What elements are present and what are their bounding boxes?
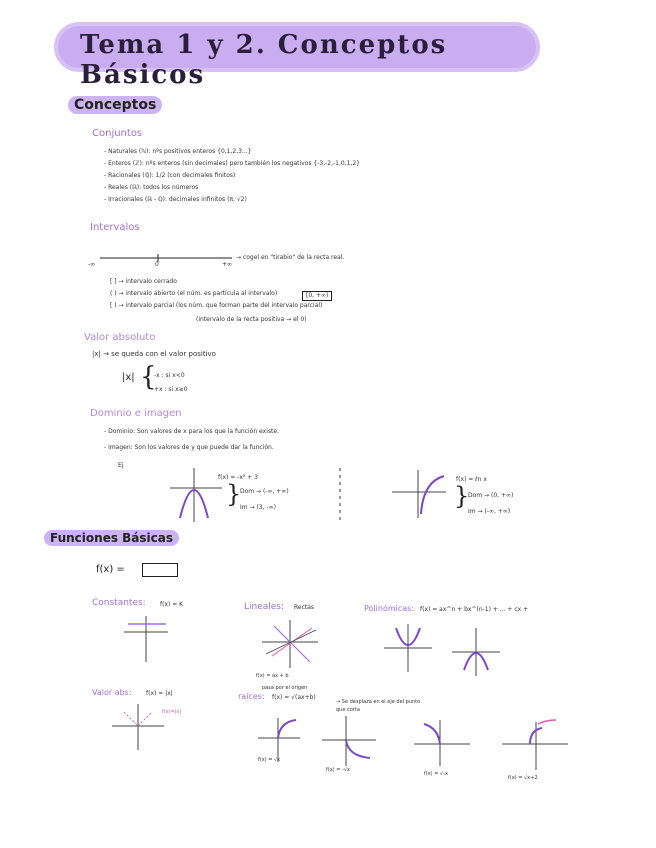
lineales-sub: Rectas [294, 604, 315, 611]
interval-item: [ ] → intervalo cerrado [110, 278, 177, 285]
ej-label: Ej [118, 462, 124, 469]
raiz-label-2: f(x) = -√x [326, 767, 350, 773]
valor-abs-label: Valor abs: [92, 688, 132, 697]
neg-sqrt-curve [346, 740, 370, 758]
ex2-dom: Dom → (0, +∞) [468, 492, 514, 499]
ex1-dom: Dom → (-∞, +∞) [240, 488, 289, 495]
raiz-label-1: f(x) = √x [258, 757, 281, 763]
raices-formula: f(x) = √(ax+b) [272, 694, 316, 701]
sqrt-curve [278, 720, 296, 738]
fx-label: f(x) = [96, 564, 125, 575]
sqrt-shift-pink [538, 720, 556, 724]
polinomicas-label: Polinómicas: [364, 604, 415, 613]
raices-label: raíces: [238, 692, 265, 701]
raiz-label-3: f(x) = √-x [424, 771, 448, 777]
abs-case-2: +x : si x≥0 [154, 386, 188, 393]
ex2-f: f(x) = ℓn x [456, 476, 487, 483]
conjuntos-item: - Racionales (ℚ): 1/2 (con decimales finitos) [104, 172, 236, 179]
brace-icon: } [454, 482, 470, 510]
conjuntos-item: - Enteros (ℤ): nºs enteros (sin decimales) pero también los negativos {-3,-2,-1,0,1,2} [104, 160, 360, 167]
page-title: Tema 1 y 2. Conceptos Básicos [80, 30, 448, 90]
ex2-im: Im → (-∞, +∞) [468, 508, 511, 515]
conjuntos-item: - Naturales (ℕ): nºs positivos enteros {0,1,2,3...} [104, 148, 252, 155]
dominio-def: - Dominio: Son valores de x para los que la función existe. [104, 428, 279, 435]
intervalos-heading: Intervalos [90, 222, 140, 233]
polinomicas-formula: f(x) = ax^n + bx^(n-1) + ... + cx + [420, 606, 529, 613]
axis-right-label: +∞ [222, 261, 233, 268]
conjuntos-item: - Reales (ℝ): todos los números [104, 184, 199, 191]
ex1-im: Im → (3, -∞) [240, 504, 276, 511]
imagen-def: - Imagen: Son los valores de y que puede dar la función. [104, 444, 274, 451]
axis-left-label: -∞ [88, 261, 96, 268]
axis-note: → cogel en "tirabio" de la recta real. [236, 254, 345, 261]
brace-icon: { [140, 362, 157, 392]
sqrt-neg-x-curve [424, 724, 440, 744]
valor-absoluto-desc: |x| → se queda con el valor positivo [92, 350, 216, 358]
conjuntos-heading: Conjuntos [92, 128, 143, 139]
lineales-note-2: pasa por el origen [262, 685, 308, 691]
lineales-label: Lineales: [244, 602, 285, 612]
section-funciones-basicas: Funciones Básicas [44, 530, 179, 546]
interval-box: [0, +∞) [302, 291, 332, 301]
abs-case-1: -x : si x<0 [154, 372, 185, 379]
ex1-f: f(x) = -x² + 3 [218, 474, 258, 481]
raices-note: → Se desplaza en el eje del punto que corta [336, 699, 421, 713]
valor-absoluto-heading: Valor absoluto [84, 332, 156, 343]
conjuntos-item: - Irracionales (ℝ - ℚ): decimales infinitos (π, √2) [104, 196, 247, 203]
dominio-heading: Dominio e imagen [90, 408, 182, 419]
linear-line-neg [274, 626, 310, 662]
lineales-note-1: f(x) = ax + b [256, 673, 289, 679]
constantes-label: Constantes: [92, 598, 146, 608]
constantes-formula: f(x) = K [160, 601, 184, 608]
raiz-label-4: f(x) = √x+2 [508, 775, 538, 781]
interval-note: (intervalo de la recta positiva → el 0) [196, 316, 307, 323]
axis-zero-label: 0 [155, 261, 159, 268]
section-conceptos: Conceptos [68, 96, 162, 114]
abs-lhs: |x| [122, 372, 135, 383]
brace-icon: } [226, 480, 242, 508]
valor-abs-note: f(x)=|x| [162, 709, 182, 715]
interval-item: ( ) → intervalo abierto (el núm. es partícula al intervalo) [110, 290, 278, 297]
valor-abs-formula: f(x) = |x| [146, 690, 173, 697]
interval-item: [ ) → intervalo parcial (los núm. que forman parte del intervalo parcial) [110, 302, 323, 309]
